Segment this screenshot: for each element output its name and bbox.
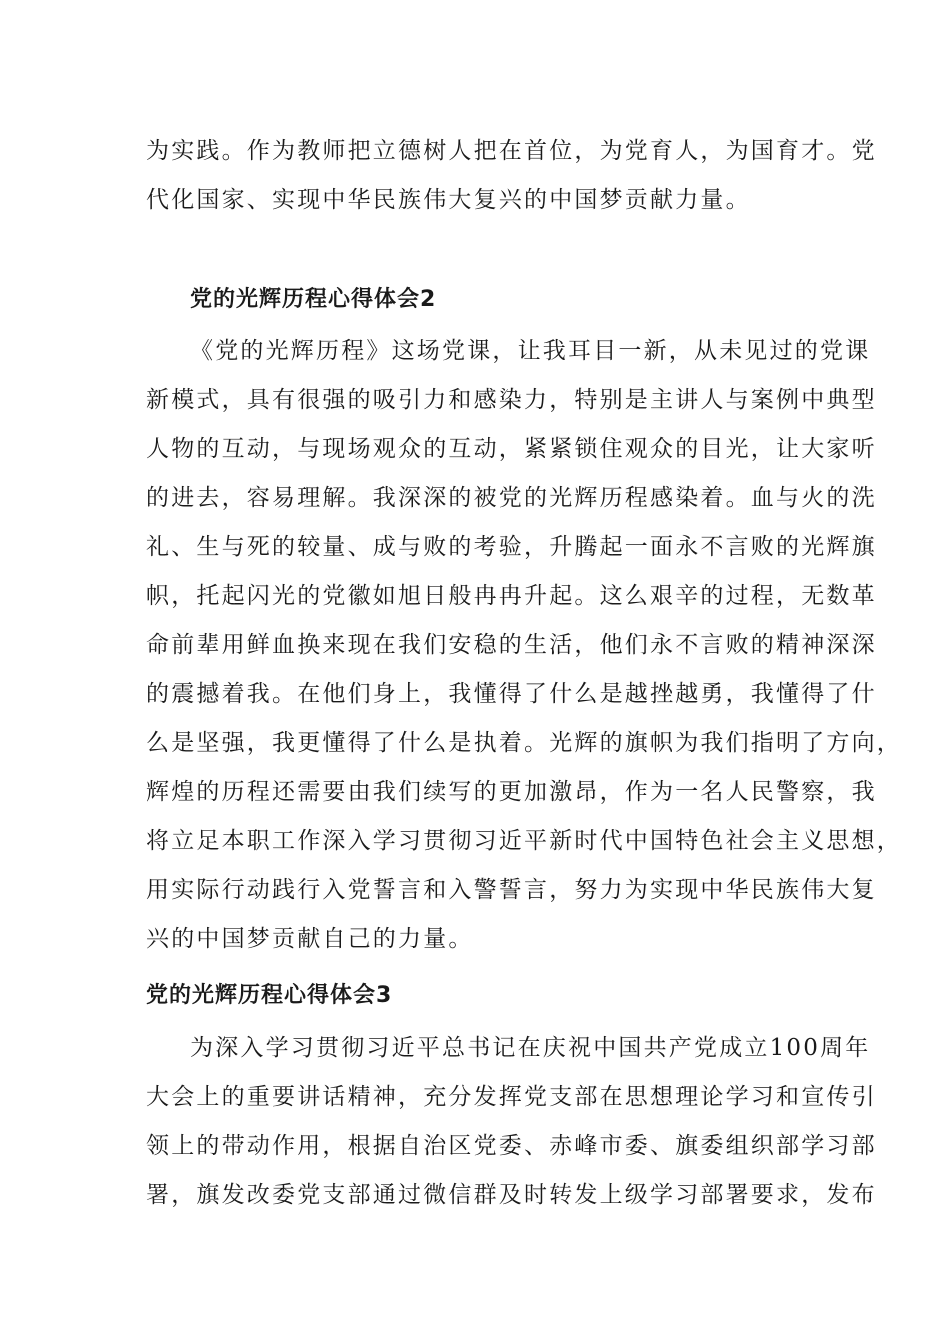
text-line: 礼、生与死的较量、成与败的考验，升腾起一面永不言败的光辉旗 — [146, 534, 877, 560]
text-line: 为深入学习贯彻习近平总书记在庆祝中国共产党成立100周年 — [190, 1035, 871, 1061]
text-line: 命前辈用鲜血换来现在我们安稳的生活，他们永不言败的精神深深 — [146, 632, 877, 658]
text-line: 为实践。作为教师把立德树人把在首位，为党育人，为国育才。党 — [146, 138, 877, 164]
text-line: 代化国家、实现中华民族伟大复兴的中国梦贡献力量。 — [146, 187, 751, 213]
text-line: 人物的互动，与现场观众的互动，紧紧锁住观众的目光，让大家听 — [146, 436, 877, 462]
section-heading: 党的光辉历程心得体会2 — [190, 287, 437, 312]
text-line: 帜，托起闪光的党徽如旭日般冉冉升起。这么艰辛的过程，无数革 — [146, 583, 877, 609]
text-line: 《党的光辉历程》这场党课，让我耳目一新，从未见过的党课 — [190, 338, 871, 364]
text-line: 兴的中国梦贡献自己的力量。 — [146, 926, 474, 952]
text-line: 大会上的重要讲话精神，充分发挥党支部在思想理论学习和宣传引 — [146, 1084, 877, 1110]
text-line: 新模式，具有很强的吸引力和感染力，特别是主讲人与案例中典型 — [146, 387, 877, 413]
text-line: 的震撼着我。在他们身上，我懂得了什么是越挫越勇，我懂得了什 — [146, 681, 877, 707]
text-line: 的进去，容易理解。我深深的被党的光辉历程感染着。血与火的洗 — [146, 485, 877, 511]
text-line: 辉煌的历程还需要由我们续写的更加激昂，作为一名人民警察，我 — [146, 779, 877, 805]
text-line: 领上的带动作用，根据自治区党委、赤峰市委、旗委组织部学习部 — [146, 1133, 877, 1159]
text-line: 将立足本职工作深入学习贯彻习近平新时代中国特色社会主义思想， — [146, 828, 902, 854]
text-line: 用实际行动践行入党誓言和入警誓言，努力为实现中华民族伟大复 — [146, 877, 877, 903]
section-heading: 党的光辉历程心得体会3 — [146, 983, 393, 1008]
text-line: 署，旗发改委党支部通过微信群及时转发上级学习部署要求，发布 — [146, 1182, 877, 1208]
text-line: 么是坚强，我更懂得了什么是执着。光辉的旗帜为我们指明了方向， — [146, 730, 902, 756]
